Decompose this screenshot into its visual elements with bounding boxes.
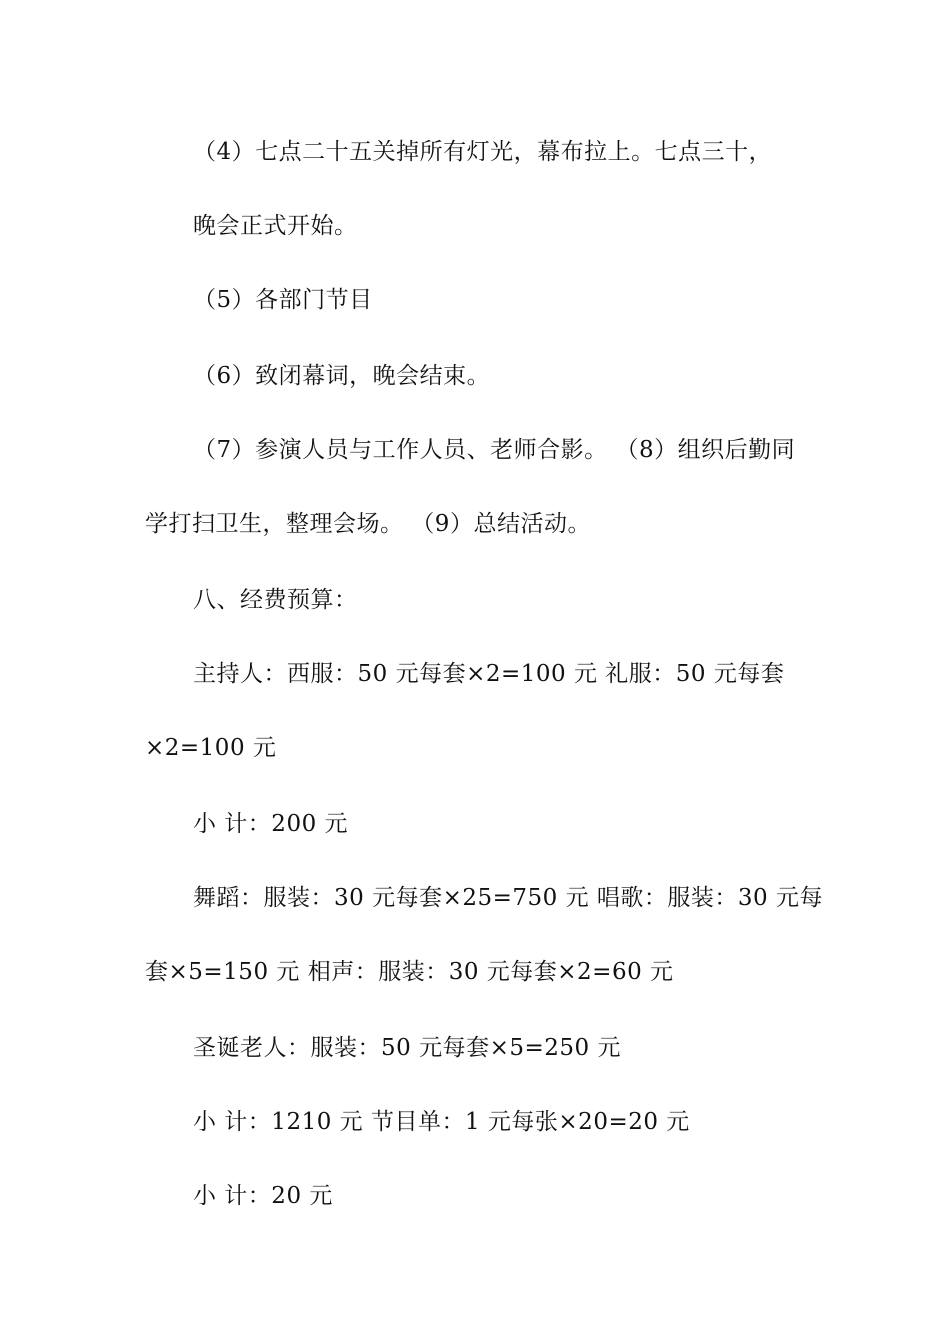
text-line-5: （7）参演人员与工作人员、老师合影。 （8）组织后勤同: [193, 437, 796, 463]
text-line-12: 套×5=150 元 相声：服装：30 元每套×2=60 元: [145, 959, 674, 985]
text-line-4: （6）致闭幕词，晚会结束。: [193, 363, 491, 389]
text-line-3: （5）各部门节目: [193, 287, 373, 313]
text-line-13: 圣诞老人：服装：50 元每套×5=250 元: [193, 1035, 621, 1061]
text-line-8: 主持人：西服：50 元每套×2=100 元 礼服：50 元每套: [193, 661, 785, 687]
text-line-9: ×2=100 元: [145, 735, 277, 761]
subtotal-line-3: 小 计：20 元: [193, 1183, 333, 1209]
subtotal-line-1: 小 计：200 元: [193, 811, 349, 837]
text-line-2: 晚会正式开始。: [193, 213, 358, 239]
text-line-6: 学打扫卫生，整理会场。 （9）总结活动。: [145, 511, 591, 537]
subtotal-line-2: 小 计：1210 元 节目单：1 元每张×20=20 元: [193, 1109, 690, 1135]
text-line-11: 舞蹈：服装：30 元每套×25=750 元 唱歌：服装：30 元每: [193, 885, 823, 911]
text-line-1: （4）七点二十五关掉所有灯光，幕布拉上。七点三十，: [193, 139, 773, 165]
section-heading-budget: 八、经费预算：: [193, 587, 358, 613]
